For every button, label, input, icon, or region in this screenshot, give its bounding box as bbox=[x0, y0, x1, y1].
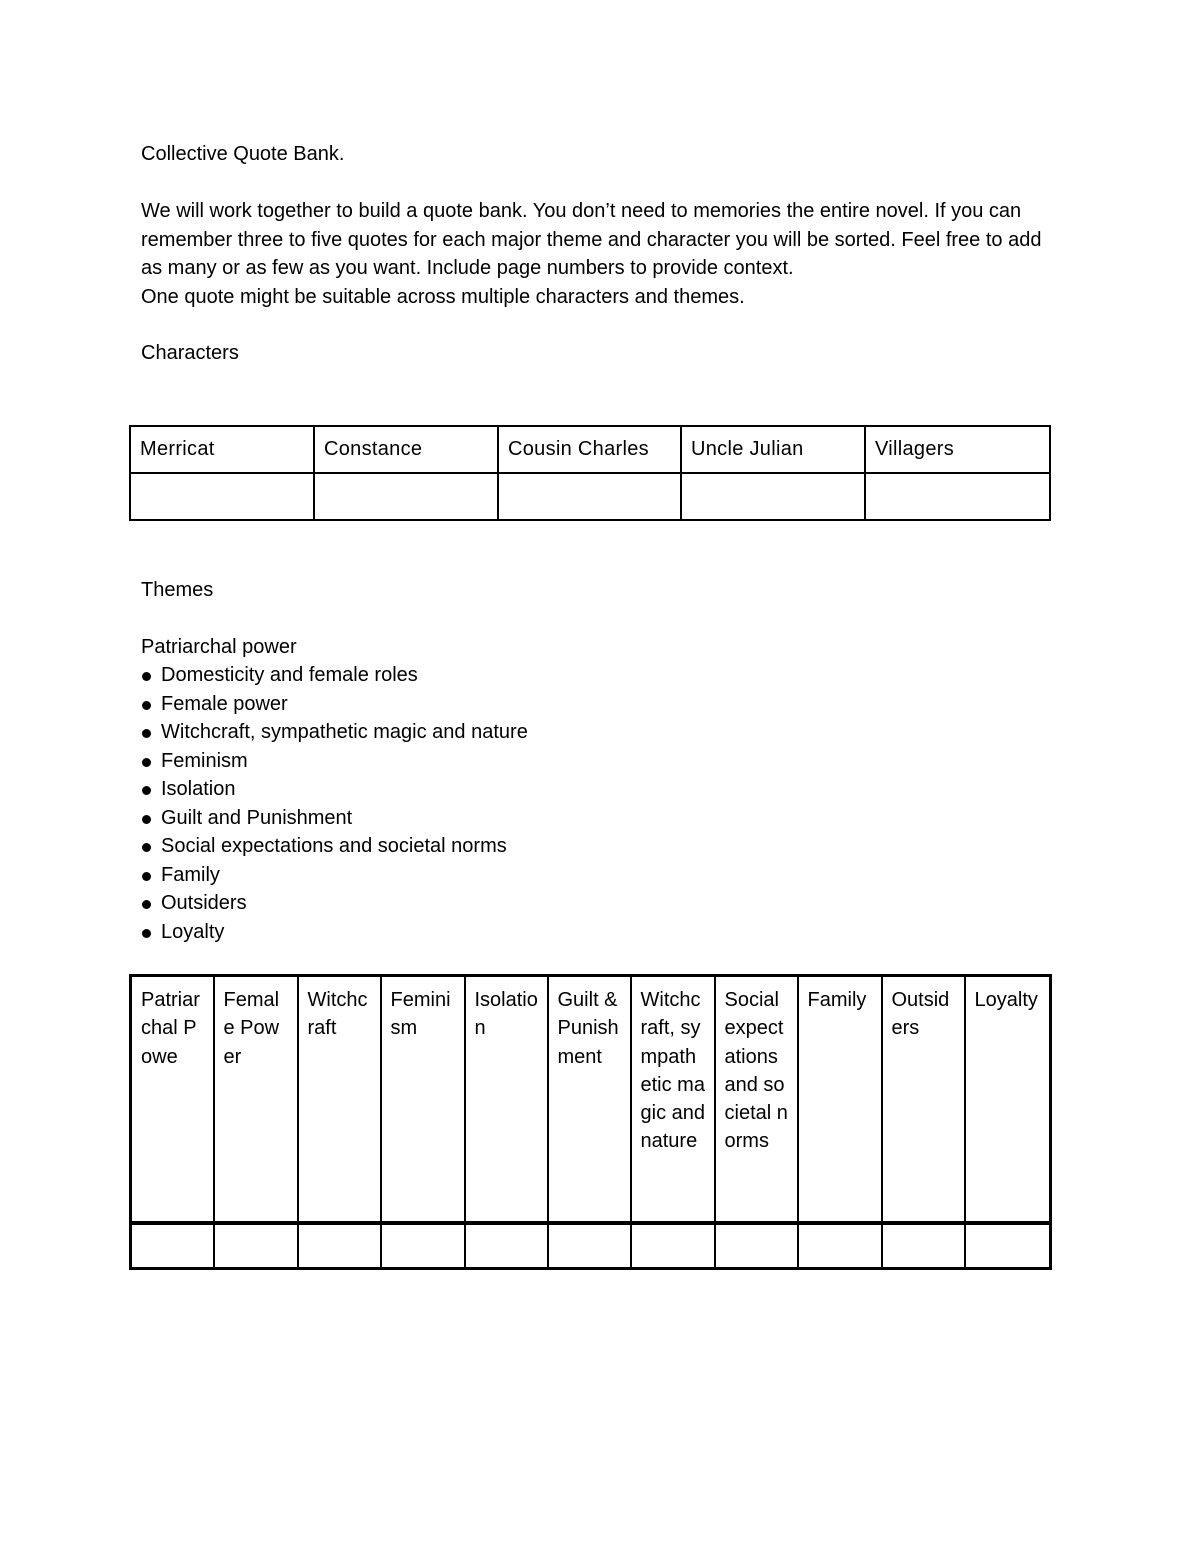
character-header-cell: Constance bbox=[314, 426, 498, 473]
theme-quote-cell[interactable] bbox=[965, 1223, 1051, 1269]
theme-list-item bbox=[141, 718, 528, 747]
characters-heading: Characters bbox=[141, 342, 239, 364]
theme-quote-cell[interactable] bbox=[465, 1223, 548, 1269]
intro-text bbox=[141, 197, 1061, 311]
theme-header-cell: Social expectations and societal norms bbox=[715, 976, 798, 1223]
theme-quote-cell[interactable] bbox=[214, 1223, 298, 1269]
character-header-cell: Uncle Julian bbox=[681, 426, 865, 473]
theme-quote-cell[interactable] bbox=[298, 1223, 381, 1269]
bullet-icon bbox=[142, 701, 151, 710]
theme-label: Social expectations and societal norms bbox=[161, 835, 507, 857]
theme-quote-cell[interactable] bbox=[882, 1223, 965, 1269]
themes-header-row bbox=[131, 976, 1051, 1223]
bullet-icon bbox=[142, 900, 151, 909]
theme-header-cell: Guilt & Punishment bbox=[548, 976, 631, 1223]
theme-label: Feminism bbox=[161, 749, 248, 772]
theme-quote-cell[interactable] bbox=[798, 1223, 882, 1269]
themes-heading: Themes bbox=[141, 579, 214, 601]
theme-label: Isolation bbox=[161, 778, 236, 800]
character-header-cell: Merricat bbox=[130, 426, 314, 473]
theme-list-item bbox=[141, 661, 528, 690]
theme-header-cell: Isolation bbox=[465, 976, 548, 1223]
theme-list-item bbox=[141, 775, 528, 804]
theme-list-item bbox=[141, 804, 528, 833]
theme-header-cell: Loyalty bbox=[965, 976, 1051, 1223]
theme-quote-cell[interactable] bbox=[131, 1223, 214, 1269]
bullet-icon bbox=[142, 872, 151, 881]
document-title: Collective Quote Bank. bbox=[141, 143, 345, 165]
theme-header-cell: Family bbox=[798, 976, 882, 1223]
theme-list-item bbox=[141, 747, 528, 776]
character-header-cell: Cousin Charles bbox=[498, 426, 681, 473]
theme-header-cell: Witchcraft bbox=[298, 976, 381, 1223]
characters-table bbox=[129, 425, 1051, 521]
theme-header-cell: Patriarchal Powe bbox=[131, 976, 214, 1223]
theme-header-cell: Outsiders bbox=[882, 976, 965, 1223]
bullet-icon bbox=[142, 672, 151, 681]
theme-header-cell: Feminism bbox=[381, 976, 465, 1223]
theme-quote-cell[interactable] bbox=[715, 1223, 798, 1269]
theme-header-cell: Female Power bbox=[214, 976, 298, 1223]
theme-label: Family bbox=[161, 863, 220, 886]
bullet-icon bbox=[142, 843, 151, 852]
theme-list-item bbox=[141, 832, 528, 861]
theme-label: Domesticity and female roles bbox=[161, 664, 418, 686]
character-quote-cell[interactable] bbox=[130, 473, 314, 520]
bullet-icon bbox=[142, 929, 151, 938]
bullet-icon bbox=[142, 758, 151, 767]
bullet-icon bbox=[142, 786, 151, 795]
theme-label: Loyalty bbox=[161, 920, 225, 943]
intro-line-2: One quote might be suitable across multiple characters and themes. bbox=[141, 285, 745, 308]
theme-label: Guilt and Punishment bbox=[161, 806, 353, 829]
themes-table bbox=[129, 974, 1052, 1270]
theme-list-item bbox=[141, 889, 528, 918]
theme-quote-cell[interactable] bbox=[631, 1223, 715, 1269]
characters-header-row bbox=[130, 426, 1050, 473]
theme-list-item bbox=[141, 918, 528, 947]
characters-quote-row bbox=[130, 473, 1050, 520]
character-quote-cell[interactable] bbox=[865, 473, 1050, 520]
character-quote-cell[interactable] bbox=[681, 473, 865, 520]
theme-header-cell: Witchcraft, sympathetic magic and nature bbox=[631, 976, 715, 1223]
themes-quote-row bbox=[131, 1223, 1051, 1269]
character-quote-cell[interactable] bbox=[498, 473, 681, 520]
theme-list-item bbox=[141, 861, 528, 890]
theme-quote-cell[interactable] bbox=[381, 1223, 465, 1269]
theme-label: Witchcraft, sympathetic magic and nature bbox=[161, 721, 528, 743]
bullet-icon bbox=[142, 729, 151, 738]
character-quote-cell[interactable] bbox=[314, 473, 498, 520]
theme-list-item bbox=[141, 690, 528, 719]
theme-label: Female power bbox=[161, 692, 288, 715]
theme-list bbox=[141, 661, 528, 946]
theme-quote-cell[interactable] bbox=[548, 1223, 631, 1269]
bullet-icon bbox=[142, 815, 151, 824]
intro-paragraph: We will work together to build a quote bank. You don’t need to memories the entire novel. If you can remember three to five quotes for each major theme and character you will be sorted. Feel free to add as many or as few as you want. Include page numbers to provide context. bbox=[141, 200, 1042, 279]
character-header-cell: Villagers bbox=[865, 426, 1050, 473]
themes-first-item: Patriarchal power bbox=[141, 636, 297, 658]
theme-label: Outsiders bbox=[161, 892, 247, 914]
